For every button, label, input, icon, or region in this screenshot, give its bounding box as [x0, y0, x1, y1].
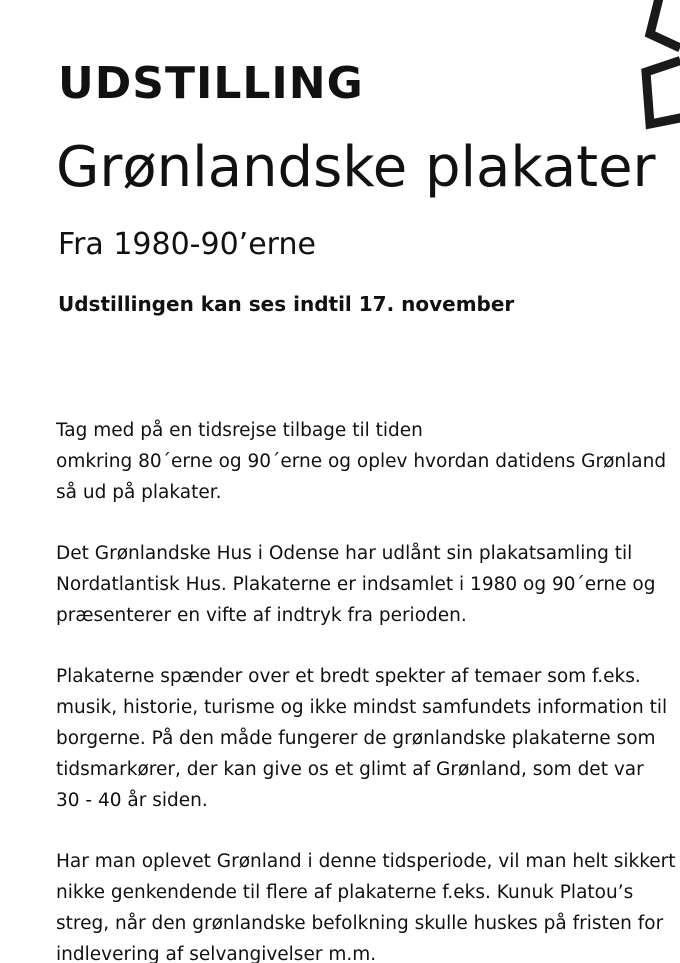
text-line: nikke genkendende til flere af plakaterne f.eks. Kunuk Platou’s [56, 882, 634, 903]
text-line: 30 - 40 år siden. [56, 790, 208, 811]
text-line: borgerne. På den måde fungerer de grønlandske plakaterne som [56, 728, 656, 749]
logo-mark-icon [636, 0, 680, 140]
paragraph-themes [56, 661, 680, 816]
page-title: Grønlandske plakater [56, 135, 656, 200]
text-line: så ud på plakater. [56, 482, 222, 503]
text-line: præsenterer en vifte af indtryk fra perioden. [56, 605, 467, 626]
text-line: Har man oplevet Grønland i denne tidsperiode, vil man helt sikkert [56, 851, 676, 872]
exhibition-kicker: UDSTILLING [58, 58, 364, 109]
body-text [56, 415, 680, 963]
text-line: Plakaterne spænder over et bredt spekter af temaer som f.eks. [56, 666, 641, 687]
text-line: streg, når den grønlandske befolkning skulle huskes på fristen for [56, 913, 664, 934]
paragraph-recognition [56, 846, 680, 963]
text-line: musik, historie, turisme og ikke mindst samfundets information til [56, 697, 668, 718]
text-line: Tag med på en tidsrejse tilbage til tiden [56, 420, 423, 441]
text-line: tidsmarkører, der kan give os et glimt af Grønland, som det var [56, 759, 644, 780]
paragraph-intro [56, 415, 680, 508]
text-line: Nordatlantisk Hus. Plakaterne er indsamlet i 1980 og 90´erne og [56, 574, 656, 595]
text-line: omkring 80´erne og 90´erne og oplev hvordan datidens Grønland [56, 451, 667, 472]
text-line: Det Grønlandske Hus i Odense har udlånt sin plakatsamling til [56, 543, 633, 564]
page-subtitle: Fra 1980-90’erne [58, 227, 316, 262]
paragraph-collection [56, 538, 680, 631]
exhibition-dateline: Udstillingen kan ses indtil 17. november [58, 292, 515, 316]
text-line: indlevering af selvangivelser m.m. [56, 944, 377, 963]
